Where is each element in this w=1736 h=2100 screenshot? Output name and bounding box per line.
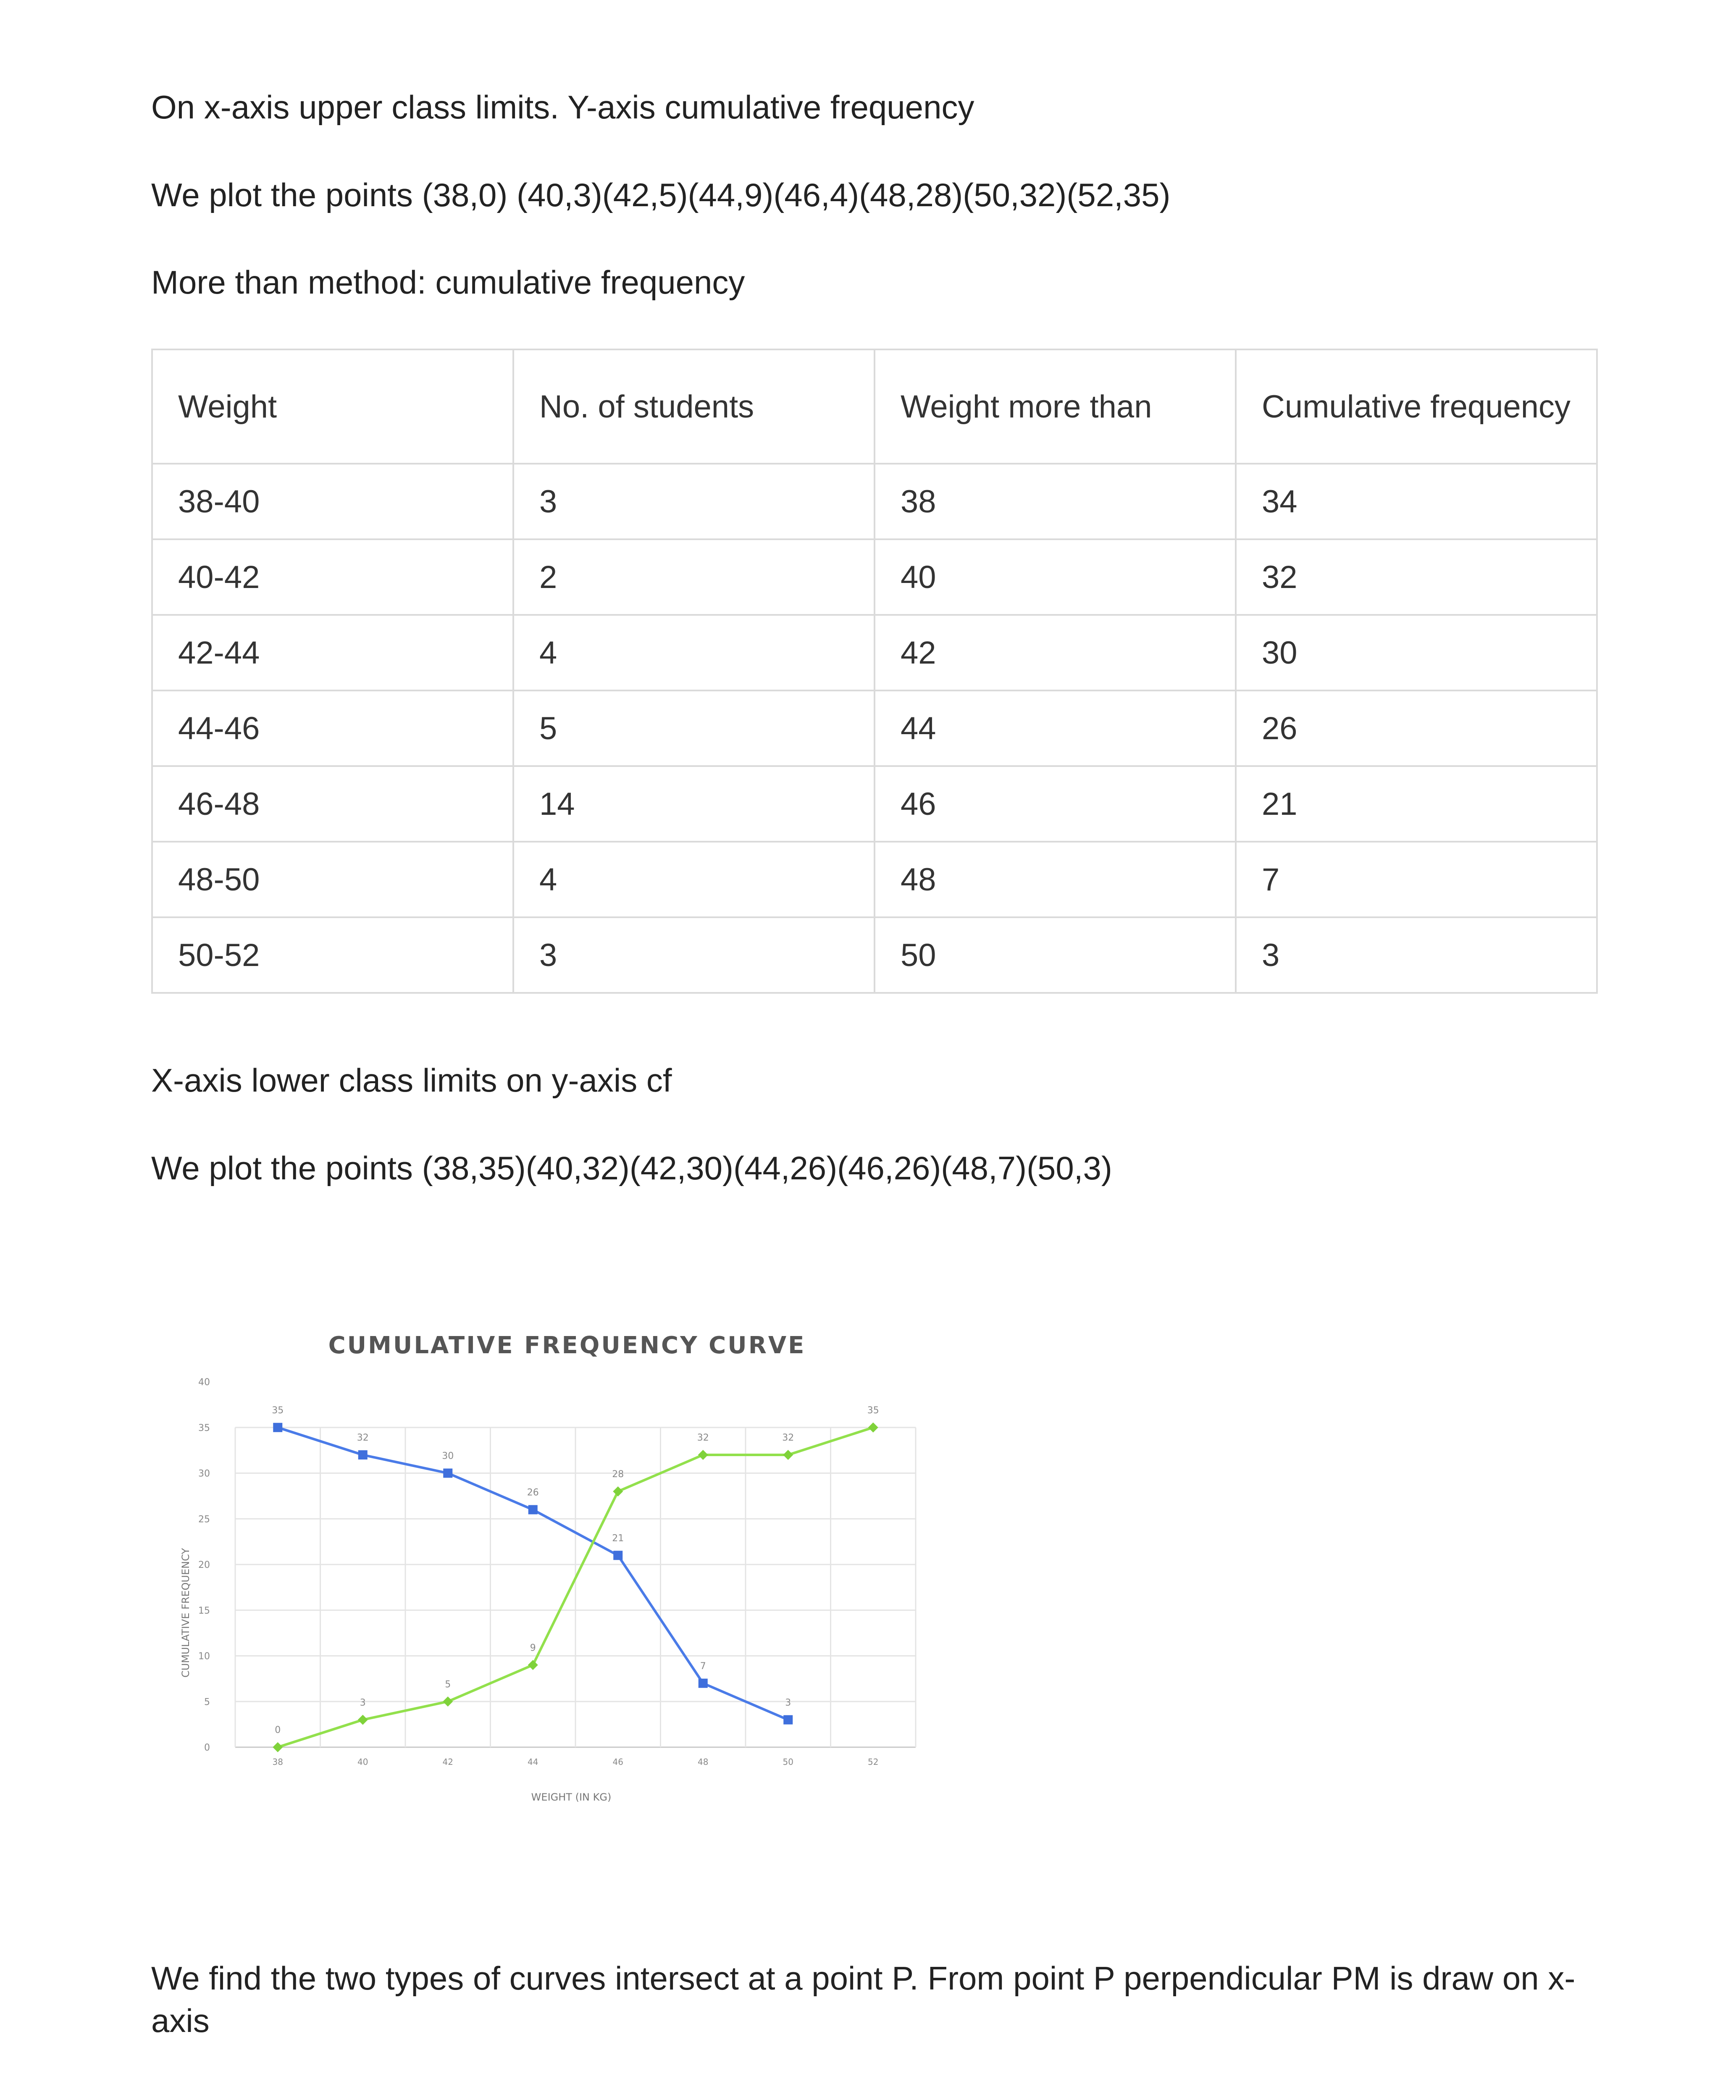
data-point-marker [699, 1679, 708, 1688]
data-point-marker [698, 1450, 708, 1460]
data-label: 32 [782, 1433, 794, 1443]
table-cell: 40-42 [152, 539, 513, 615]
x-tick-label: 40 [357, 1757, 368, 1767]
y-tick-label: 15 [198, 1605, 210, 1616]
x-tick-label: 44 [528, 1757, 538, 1767]
table-cell: 3 [513, 917, 875, 993]
table-row [152, 615, 1597, 690]
chart-title: CUMULATIVE FREQUENCY CURVE [328, 1332, 806, 1359]
cumulative-frequency-chart [168, 1310, 941, 1840]
paragraph-lower-limits: X-axis lower class limits on y-axis cf [151, 1062, 672, 1099]
table-cell: 2 [513, 539, 875, 615]
table-cell: 46-48 [152, 766, 513, 842]
table-cell: 26 [1236, 690, 1597, 766]
data-point-marker [443, 1696, 453, 1706]
table-cell: 5 [513, 690, 875, 766]
data-label: 35 [867, 1405, 879, 1416]
table-header-row [152, 349, 1597, 464]
paragraph-more-than-method: More than method: cumulative frequency [151, 264, 745, 301]
x-axis-label: WEIGHT (IN KG) [531, 1791, 612, 1803]
table-row [152, 766, 1597, 842]
table-cell: 42-44 [152, 615, 513, 690]
more-than-table [151, 349, 1598, 994]
table-cell: 34 [1236, 464, 1597, 539]
header-cell: No. of students [513, 349, 875, 464]
data-point-marker [613, 1486, 623, 1496]
y-tick-label: 5 [204, 1697, 210, 1708]
data-point-marker [358, 1450, 368, 1460]
table-cell: 32 [1236, 539, 1597, 615]
table-cell: 14 [513, 766, 875, 842]
paragraph-axis-note: On x-axis upper class limits. Y-axis cumulative frequency [151, 89, 974, 126]
series-line-1 [278, 1428, 788, 1720]
table-cell: 21 [1236, 766, 1597, 842]
data-point-marker [443, 1469, 452, 1478]
y-tick-label: 0 [204, 1743, 210, 1753]
header-cell: Cumulative frequency [1236, 349, 1597, 464]
data-label: 3 [785, 1697, 791, 1708]
y-tick-label: 35 [198, 1423, 210, 1433]
header-cell: Weight [152, 349, 513, 464]
table-cell: 3 [513, 464, 875, 539]
y-tick-label: 10 [198, 1651, 210, 1662]
table-cell: 50-52 [152, 917, 513, 993]
table-cell: 38 [875, 464, 1236, 539]
data-point-marker [528, 1505, 538, 1515]
table-row [152, 539, 1597, 615]
table-row [152, 690, 1597, 766]
y-tick-label: 25 [198, 1514, 210, 1525]
data-label: 7 [700, 1661, 706, 1672]
data-label: 9 [530, 1643, 536, 1654]
paragraph-verification [151, 2098, 383, 2100]
x-tick-label: 46 [612, 1757, 623, 1767]
data-label: 30 [442, 1451, 454, 1462]
table-row [152, 842, 1597, 917]
data-label: 28 [612, 1469, 624, 1480]
data-label: 26 [527, 1487, 539, 1498]
table-cell: 48 [875, 842, 1236, 917]
x-tick-label: 48 [698, 1757, 709, 1767]
paragraph-less-than-points: We plot the points (38,0) (40,3)(42,5)(44,9)(46,4)(48,28)(50,32)(52,35) [151, 176, 1171, 213]
x-tick-label: 52 [868, 1757, 879, 1767]
table-cell: 7 [1236, 842, 1597, 917]
table-cell: 38-40 [152, 464, 513, 539]
header-cell: Weight more than [875, 349, 1236, 464]
table-row [152, 917, 1597, 993]
data-point-marker [528, 1660, 538, 1670]
table-cell: 50 [875, 917, 1236, 993]
paragraph-more-than-points: We plot the points (38,35)(40,32)(42,30)(44,26)(46,26)(48,7)(50,3) [151, 1150, 1112, 1186]
data-label: 35 [272, 1405, 284, 1416]
y-axis-label: CUMULATIVE FREQUENCY [180, 1548, 192, 1678]
x-tick-label: 42 [442, 1757, 453, 1767]
table-cell: 46 [875, 766, 1236, 842]
table-cell: 30 [1236, 615, 1597, 690]
x-tick-label: 38 [272, 1757, 283, 1767]
table-cell: 40 [875, 539, 1236, 615]
data-point-marker [273, 1742, 283, 1752]
y-tick-label: 40 [198, 1377, 210, 1388]
y-tick-label: 20 [198, 1560, 210, 1570]
data-label: 21 [612, 1533, 624, 1544]
data-point-marker [783, 1715, 793, 1725]
x-tick-label: 50 [783, 1757, 793, 1767]
data-label: 32 [697, 1433, 709, 1443]
table-cell: 3 [1236, 917, 1597, 993]
table-cell: 4 [513, 842, 875, 917]
data-point-marker [273, 1423, 282, 1432]
data-point-marker [783, 1450, 793, 1460]
data-point-marker [613, 1551, 622, 1560]
table-cell: 42 [875, 615, 1236, 690]
table-cell: 4 [513, 615, 875, 690]
paragraph-intersection: We find the two types of curves intersect at a point P. From point P perpendicular PM is draw on x-axis [151, 1960, 1576, 2040]
data-point-marker [358, 1715, 368, 1725]
table-cell: 44-46 [152, 690, 513, 766]
y-tick-label: 30 [198, 1468, 210, 1479]
data-label: 0 [275, 1725, 281, 1735]
table-cell: 44 [875, 690, 1236, 766]
table-row [152, 464, 1597, 539]
table-cell: 48-50 [152, 842, 513, 917]
data-label: 5 [445, 1679, 451, 1690]
data-label: 3 [360, 1697, 366, 1708]
data-label: 32 [357, 1433, 369, 1443]
data-point-marker [868, 1423, 878, 1433]
